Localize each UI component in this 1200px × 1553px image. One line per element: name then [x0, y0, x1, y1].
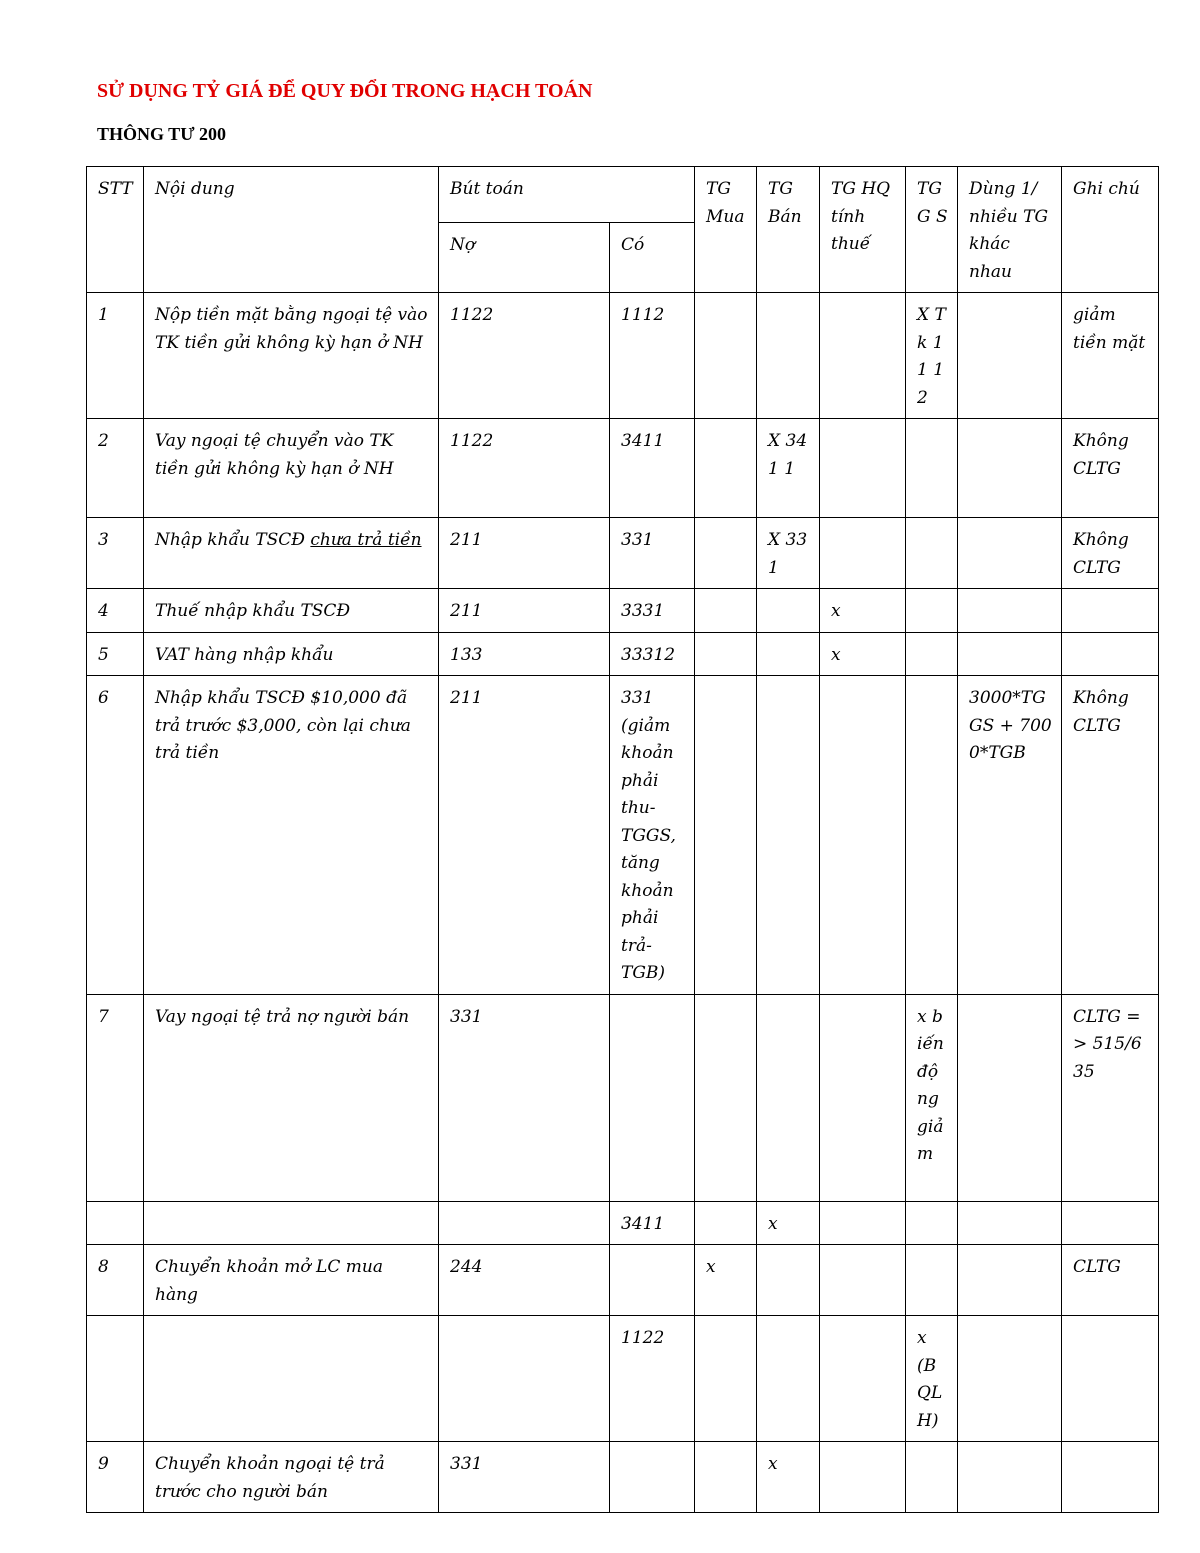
cell-tggs [906, 518, 958, 589]
cell-dung [958, 1316, 1062, 1442]
cell-dung [958, 589, 1062, 633]
cell-tg-mua [695, 419, 757, 518]
cell-noi-dung: Nhập khẩu TSCĐ $10,000 đã trả trước $3,000, còn lại chưa trả tiền [144, 676, 439, 995]
cell-ghi-chu [1062, 1442, 1159, 1513]
header-ghi-chu: Ghi chú [1062, 167, 1159, 293]
cell-tg-mua [695, 293, 757, 419]
cell-no: 211 [439, 676, 610, 995]
cell-dung [958, 518, 1062, 589]
table-row [87, 1442, 1159, 1513]
cell-tg-hq: x [820, 589, 906, 633]
cell-tggs [906, 1442, 958, 1513]
cell-tg-ban: x [757, 1201, 820, 1245]
cell-tg-ban [757, 1316, 820, 1442]
cell-noi-dung: Thuế nhập khẩu TSCĐ [144, 589, 439, 633]
cell-tggs: X Tk 11 12 [906, 293, 958, 419]
cell-tg-hq [820, 518, 906, 589]
cell-stt: 4 [87, 589, 144, 633]
cell-tg-ban: x [757, 1442, 820, 1513]
cell-co [610, 1442, 695, 1513]
cell-co: 3411 [610, 1201, 695, 1245]
table-row [87, 1201, 1159, 1245]
cell-no [439, 1201, 610, 1245]
cell-tggs [906, 1245, 958, 1316]
cell-tggs [906, 632, 958, 676]
cell-tg-hq: x [820, 632, 906, 676]
cell-tggs [906, 1201, 958, 1245]
cell-co: 331 [610, 518, 695, 589]
cell-ghi-chu: Không CLTG [1062, 419, 1159, 518]
cell-no [439, 1316, 610, 1442]
cell-dung [958, 1201, 1062, 1245]
cell-ghi-chu: giảm tiền mặt [1062, 293, 1159, 419]
cell-tg-mua [695, 1201, 757, 1245]
cell-stt [87, 1201, 144, 1245]
cell-stt: 2 [87, 419, 144, 518]
cell-tg-ban [757, 994, 820, 1201]
cell-noi-dung: Chuyển khoản ngoại tệ trả trước cho người bán [144, 1442, 439, 1513]
header-stt: STT [87, 167, 144, 293]
cell-tg-mua [695, 1442, 757, 1513]
cell-ghi-chu [1062, 1316, 1159, 1442]
cell-ghi-chu [1062, 589, 1159, 633]
cell-ghi-chu: CLTG => 515/635 [1062, 994, 1159, 1201]
cell-ghi-chu: Không CLTG [1062, 518, 1159, 589]
cell-tggs [906, 676, 958, 995]
cell-tg-mua [695, 589, 757, 633]
table-row [87, 1245, 1159, 1316]
cell-noi-dung [144, 1316, 439, 1442]
cell-co: 33312 [610, 632, 695, 676]
cell-tg-mua [695, 632, 757, 676]
cell-tg-ban [757, 589, 820, 633]
cell-co [610, 994, 695, 1201]
cell-no: 211 [439, 518, 610, 589]
table-row [87, 676, 1159, 995]
table-row [87, 518, 1159, 589]
cell-tg-ban: X 341 1 [757, 419, 820, 518]
cell-tggs [906, 589, 958, 633]
cell-no: 1122 [439, 419, 610, 518]
cell-dung [958, 1442, 1062, 1513]
header-no: Nợ [439, 222, 610, 292]
exchange-rate-table [86, 166, 1159, 1513]
table-row [87, 632, 1159, 676]
document-subtitle: THÔNG TƯ 200 [97, 124, 227, 144]
cell-tg-mua: x [695, 1245, 757, 1316]
cell-dung [958, 419, 1062, 518]
table-row [87, 293, 1159, 419]
header-tg-hq: TG HQ tính thuế [820, 167, 906, 293]
cell-tg-hq [820, 1316, 906, 1442]
cell-dung [958, 1245, 1062, 1316]
cell-stt: 1 [87, 293, 144, 419]
cell-stt: 7 [87, 994, 144, 1201]
cell-noi-dung-underlined: chưa trả tiền [310, 530, 422, 550]
cell-ghi-chu: Không CLTG [1062, 676, 1159, 995]
cell-ghi-chu [1062, 632, 1159, 676]
cell-no: 1122 [439, 293, 610, 419]
cell-ghi-chu [1062, 1201, 1159, 1245]
cell-tg-hq [820, 676, 906, 995]
header-co: Có [610, 222, 695, 292]
cell-noi-dung: Chuyển khoản mở LC mua hàng [144, 1245, 439, 1316]
cell-ghi-chu: CLTG [1062, 1245, 1159, 1316]
cell-tg-ban: X 331 [757, 518, 820, 589]
cell-tg-hq [820, 419, 906, 518]
cell-dung: 3000*TGGS + 7000*TGB [958, 676, 1062, 995]
cell-tg-ban [757, 676, 820, 995]
cell-dung [958, 632, 1062, 676]
cell-tg-mua [695, 518, 757, 589]
cell-tg-mua [695, 676, 757, 995]
cell-noi-dung-text: Nhập khẩu TSCĐ [155, 530, 311, 550]
cell-noi-dung: VAT hàng nhập khẩu [144, 632, 439, 676]
header-tggs: TGG S [906, 167, 958, 293]
cell-co: 331 (giảm khoản phải thu-TGGS, tăng khoản phải trả-TGB) [610, 676, 695, 995]
cell-stt: 8 [87, 1245, 144, 1316]
table-row [87, 1316, 1159, 1442]
cell-co: 1112 [610, 293, 695, 419]
header-but-toan: Bút toán [439, 167, 695, 223]
cell-noi-dung: Nộp tiền mặt bằng ngoại tệ vào TK tiền gửi không kỳ hạn ở NH [144, 293, 439, 419]
cell-tggs [906, 419, 958, 518]
cell-tg-mua [695, 994, 757, 1201]
cell-stt [87, 1316, 144, 1442]
cell-co: 3411 [610, 419, 695, 518]
cell-no: 331 [439, 994, 610, 1201]
cell-no: 133 [439, 632, 610, 676]
cell-noi-dung [144, 1201, 439, 1245]
table-row [87, 994, 1159, 1201]
table-row [87, 589, 1159, 633]
cell-tggs: x (BQLH) [906, 1316, 958, 1442]
cell-tg-hq [820, 1442, 906, 1513]
header-dung: Dùng 1/ nhiều TG khác nhau [958, 167, 1062, 293]
cell-co: 3331 [610, 589, 695, 633]
cell-co [610, 1245, 695, 1316]
cell-stt: 3 [87, 518, 144, 589]
cell-tg-hq [820, 1201, 906, 1245]
document-title: SỬ DỤNG TỶ GIÁ ĐỂ QUY ĐỔI TRONG HẠCH TOÁN [97, 80, 593, 102]
table-header-row [87, 167, 1159, 223]
cell-stt: 9 [87, 1442, 144, 1513]
cell-no: 211 [439, 589, 610, 633]
cell-co: 1122 [610, 1316, 695, 1442]
cell-tg-hq [820, 293, 906, 419]
cell-no: 244 [439, 1245, 610, 1316]
table-row [87, 419, 1159, 518]
cell-tg-ban [757, 293, 820, 419]
cell-tg-ban [757, 632, 820, 676]
cell-no: 331 [439, 1442, 610, 1513]
cell-stt: 5 [87, 632, 144, 676]
header-noi-dung: Nội dung [144, 167, 439, 293]
header-tg-ban: TG Bán [757, 167, 820, 293]
cell-tg-hq [820, 1245, 906, 1316]
cell-tg-ban [757, 1245, 820, 1316]
cell-dung [958, 293, 1062, 419]
cell-noi-dung: Vay ngoại tệ chuyển vào TK tiền gửi không kỳ hạn ở NH [144, 419, 439, 518]
cell-tg-mua [695, 1316, 757, 1442]
cell-stt: 6 [87, 676, 144, 995]
cell-tg-hq [820, 994, 906, 1201]
header-tg-mua: TG Mua [695, 167, 757, 293]
cell-dung [958, 994, 1062, 1201]
cell-noi-dung: Vay ngoại tệ trả nợ người bán [144, 994, 439, 1201]
cell-noi-dung [144, 518, 439, 589]
cell-tggs: x biến động giảm [906, 994, 958, 1201]
